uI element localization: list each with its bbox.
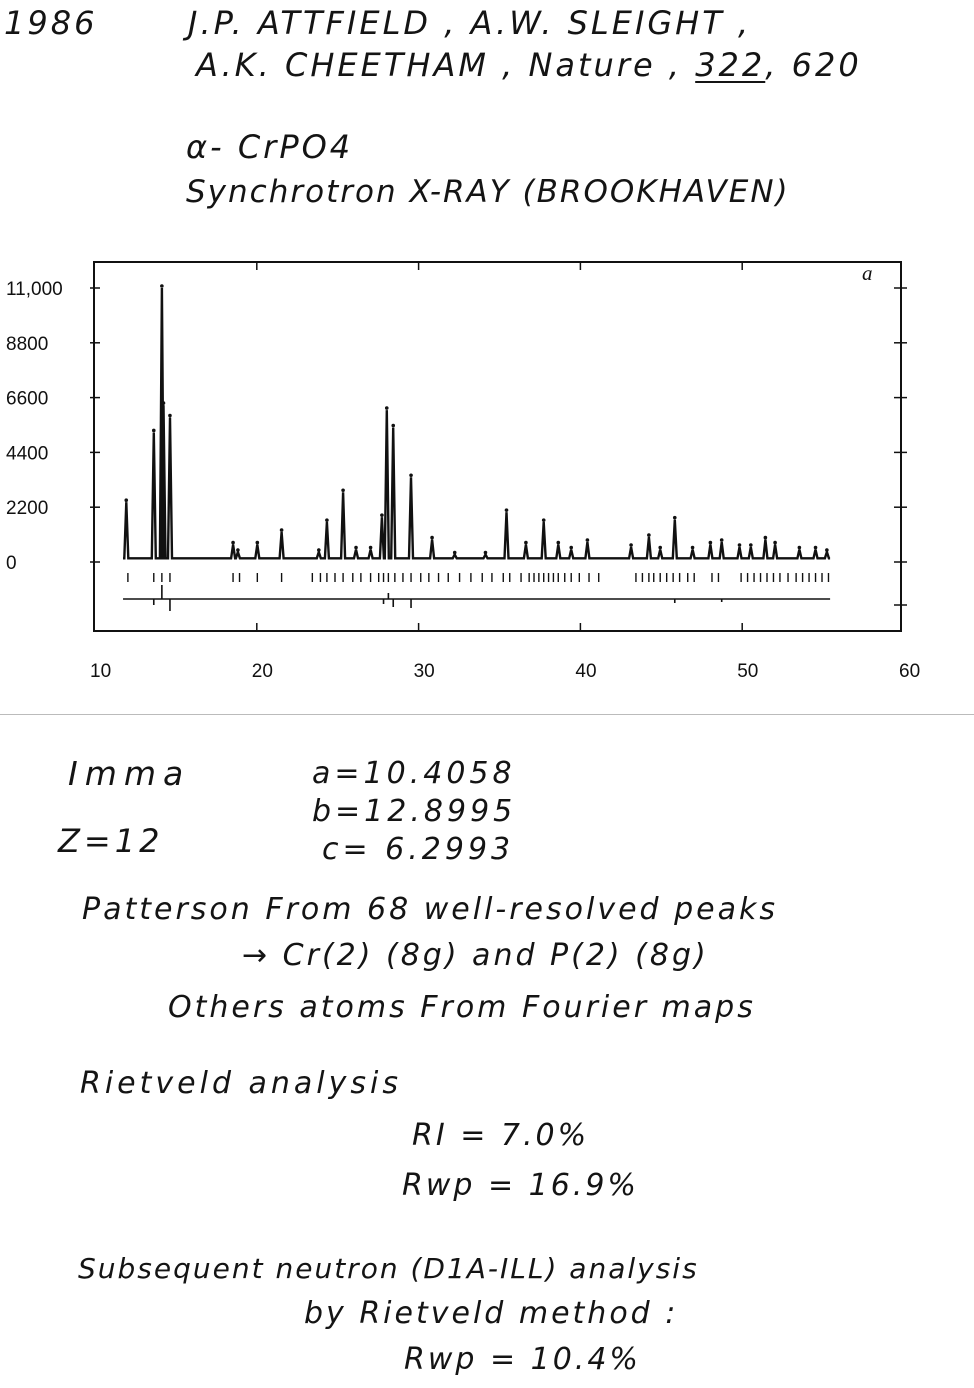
- neutron-line-1: Subsequent neutron (D1A-ILL) analysis: [78, 1252, 699, 1285]
- peak-point: [709, 541, 713, 545]
- patterson-line-3: Others atoms From Fourier maps: [168, 990, 756, 1025]
- space-group: Imma: [68, 754, 191, 793]
- compound-formula: α- CrPO4: [186, 128, 354, 166]
- peak-point: [124, 498, 128, 502]
- authors-line-1: J.P. ATTFIELD , A.W. SLEIGHT ,: [188, 4, 752, 42]
- peak-point: [160, 284, 164, 288]
- peak-point: [152, 429, 156, 433]
- z-value: Z=12: [58, 822, 164, 860]
- cell-a: a=10.4058: [312, 756, 516, 791]
- patterson-line-2: → Cr(2) (8g) and P(2) (8g): [242, 938, 709, 973]
- peak-point: [317, 548, 321, 552]
- cell-c: c= 6.2993: [322, 832, 515, 867]
- peak-point: [569, 546, 573, 550]
- peak-point: [256, 541, 260, 545]
- y-tick-label: 6600: [6, 388, 49, 410]
- patterson-line-1: Patterson From 68 well-resolved peaks: [82, 892, 779, 927]
- technique-line: Synchrotron X-RAY (BROOKHAVEN): [186, 174, 790, 210]
- peak-point: [825, 548, 829, 552]
- peak-point: [168, 414, 172, 418]
- peak-point: [162, 401, 166, 405]
- peak-point: [586, 538, 590, 542]
- x-tick-label: 60: [899, 661, 921, 682]
- peak-point: [325, 518, 329, 522]
- peak-point: [453, 551, 457, 555]
- y-tick-label: 2200: [6, 498, 49, 520]
- peak-point: [691, 546, 695, 550]
- peak-point: [280, 528, 284, 532]
- diffraction-pattern-chart: [0, 240, 974, 690]
- peak-point: [380, 513, 384, 517]
- peak-point: [231, 541, 235, 545]
- page-number: , 620: [765, 46, 862, 84]
- neutron-line-2: by Rietveld method :: [304, 1296, 679, 1331]
- rietveld-ri: RI = 7.0%: [412, 1118, 590, 1153]
- peak-point: [484, 551, 488, 555]
- peak-point: [658, 546, 662, 550]
- y-tick-label: 8800: [6, 333, 49, 355]
- peak-point: [764, 536, 768, 540]
- peak-point: [556, 541, 560, 545]
- peak-point: [798, 546, 802, 550]
- peak-point: [542, 518, 546, 522]
- observed-profile-line: [123, 288, 830, 558]
- peak-point: [341, 488, 345, 492]
- cell-b: b=12.8995: [312, 794, 517, 829]
- x-tick-label: 40: [575, 661, 597, 682]
- peak-point: [524, 541, 528, 545]
- peak-point: [369, 546, 373, 550]
- journal-citation: A.K. CHEETHAM , Nature ,: [196, 46, 683, 84]
- y-tick-label: 4400: [6, 443, 49, 465]
- rietveld-rwp: Rwp = 16.9%: [402, 1168, 639, 1203]
- peak-point: [814, 546, 818, 550]
- peak-point: [385, 406, 389, 410]
- y-tick-label: 0: [6, 553, 17, 574]
- x-tick-label: 20: [251, 661, 273, 682]
- peak-point: [391, 424, 395, 428]
- peak-point: [720, 538, 724, 542]
- panel-label: a: [862, 261, 873, 285]
- peak-point: [354, 546, 358, 550]
- x-tick-label: 10: [90, 661, 112, 682]
- year: 1986: [4, 4, 98, 42]
- peak-point: [430, 536, 434, 540]
- peak-point: [409, 474, 413, 478]
- authors-line-2: [196, 46, 862, 84]
- peak-point: [505, 508, 509, 512]
- peak-point: [236, 548, 240, 552]
- peak-point: [629, 543, 633, 547]
- peak-point: [647, 533, 651, 537]
- scan-separator-line: [0, 714, 974, 715]
- x-tick-label: 50: [737, 661, 759, 682]
- peak-point: [673, 516, 677, 520]
- neutron-rwp: Rwp = 10.4%: [404, 1342, 641, 1377]
- y-tick-label: 11,000: [6, 279, 63, 300]
- peak-point: [738, 543, 742, 547]
- volume-number: 322: [695, 46, 766, 84]
- peak-point: [749, 543, 753, 547]
- peak-point: [773, 541, 777, 545]
- x-tick-label: 30: [413, 661, 435, 682]
- rietveld-title: Rietveld analysis: [80, 1066, 402, 1101]
